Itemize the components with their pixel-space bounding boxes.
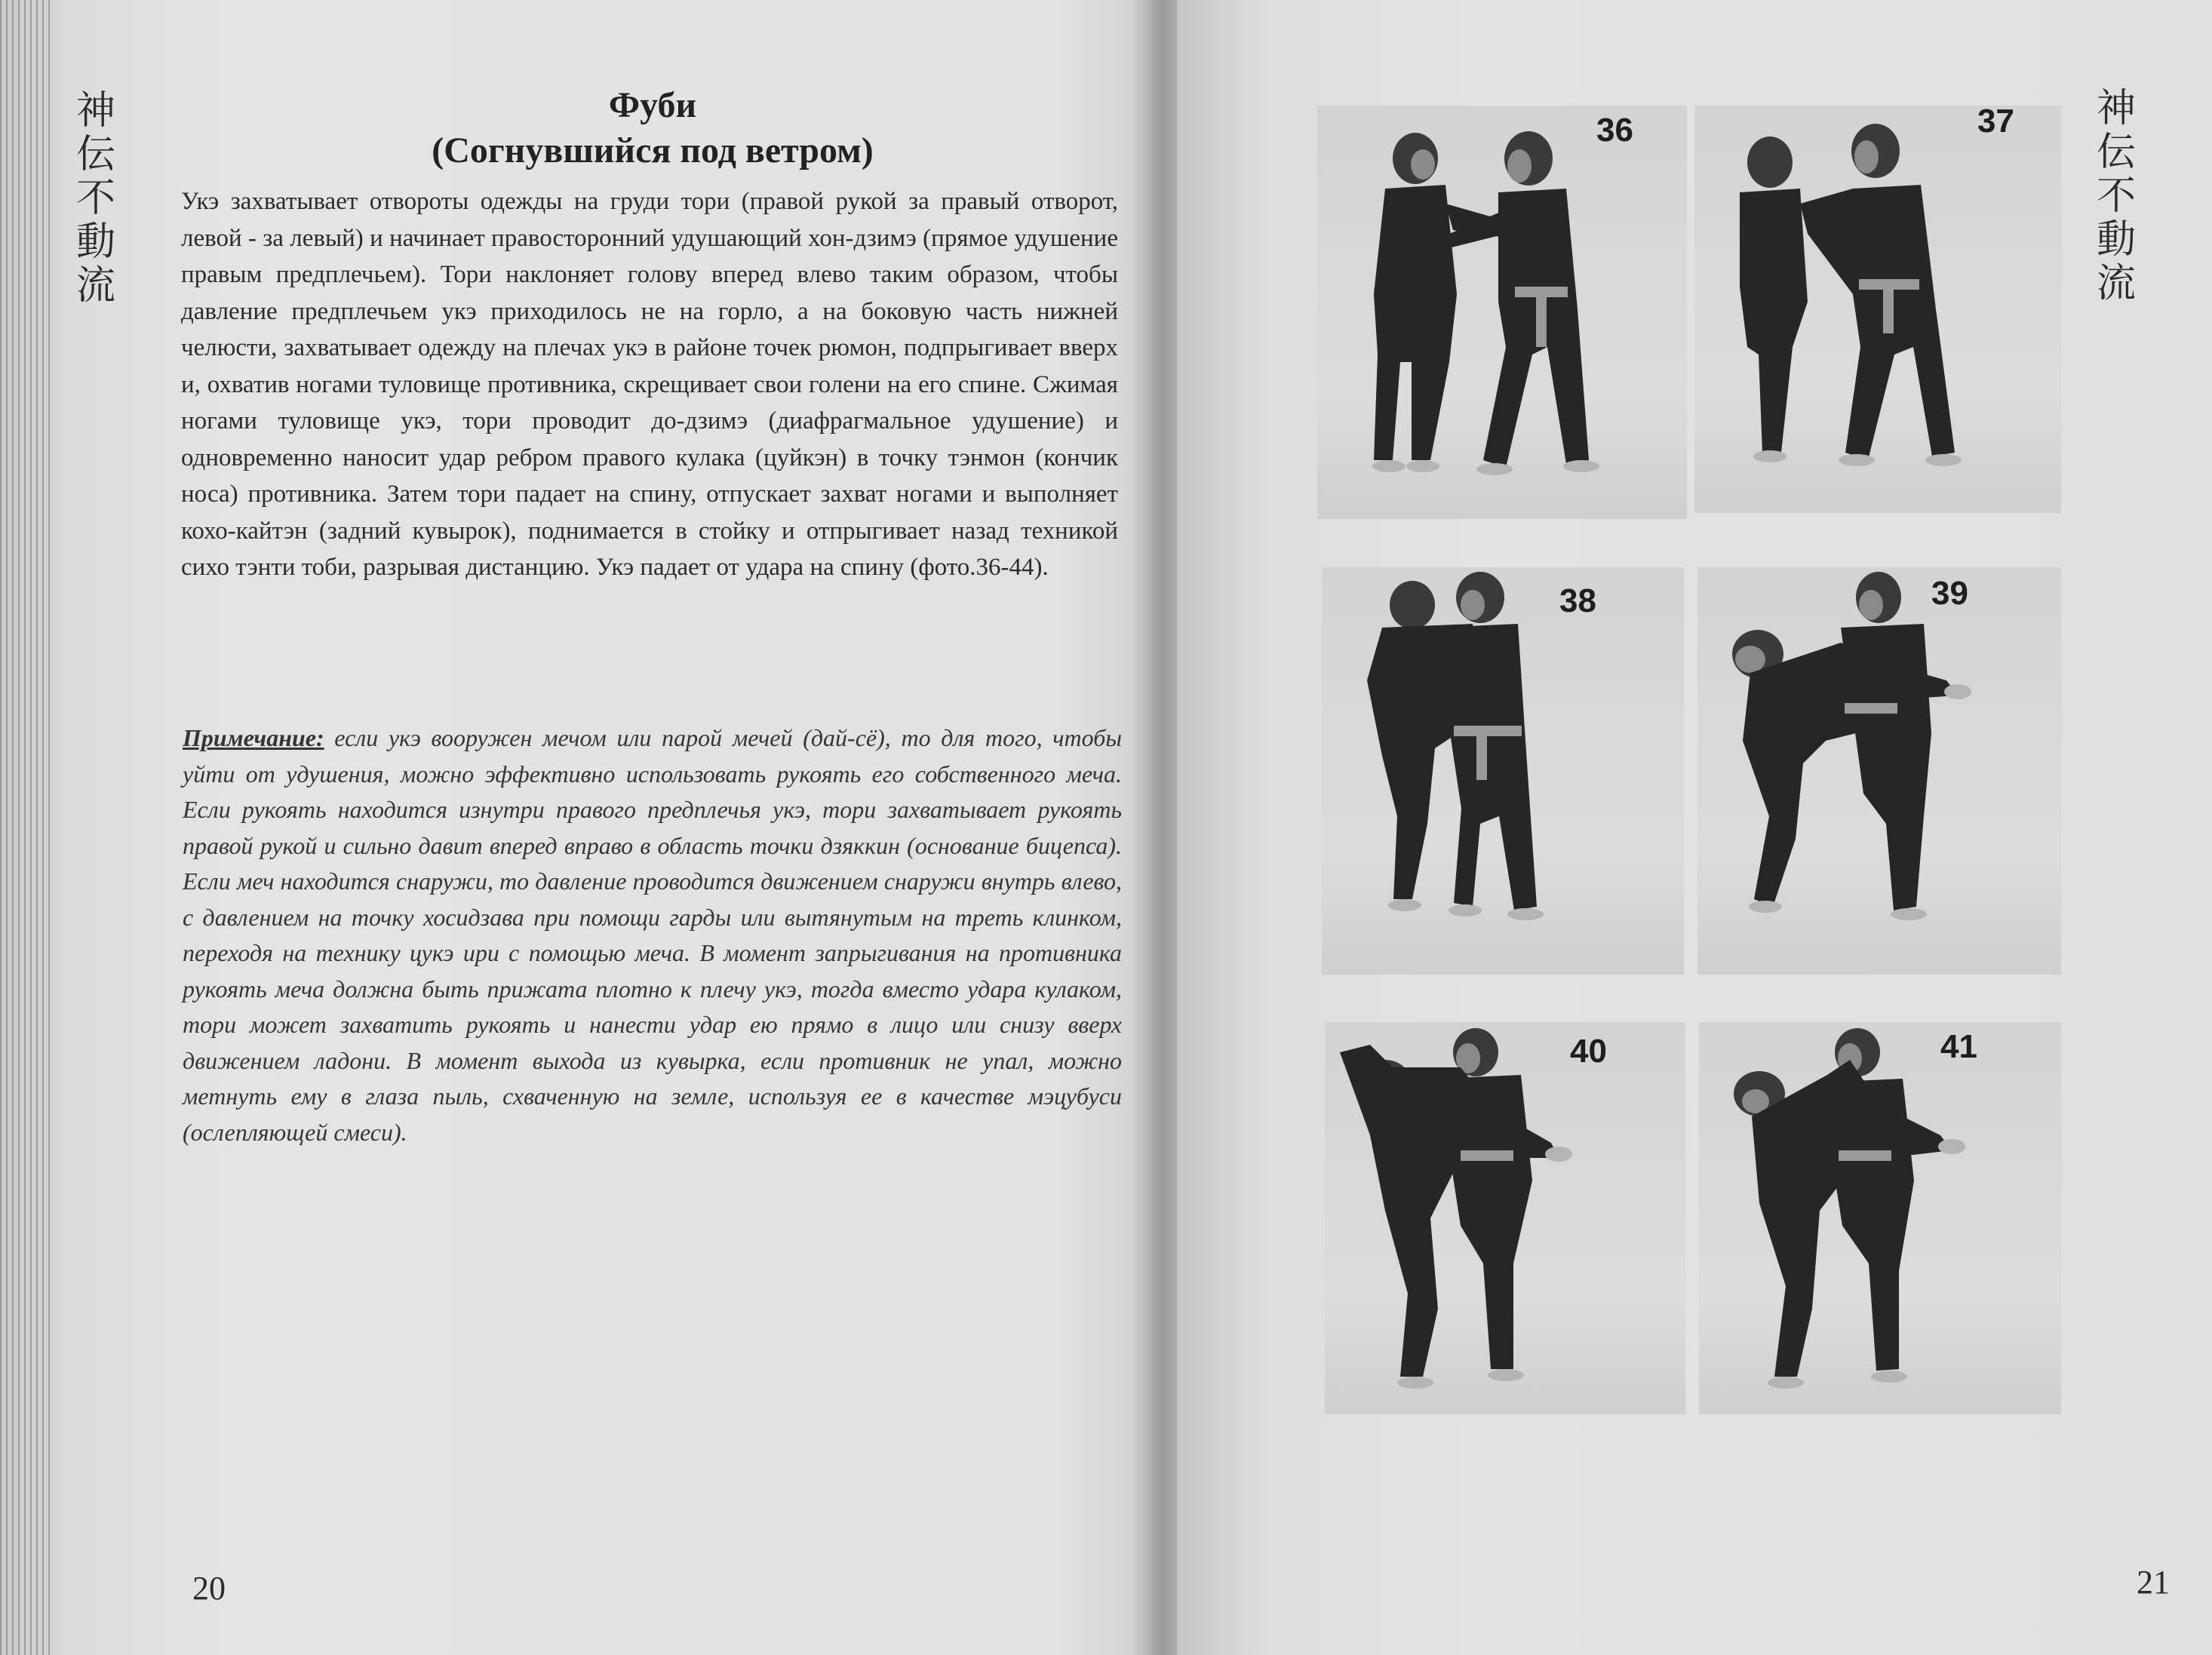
kanji-char: 流 [75,263,115,309]
photo-38 [1322,567,1684,975]
photo-40 [1325,1022,1685,1414]
photo-37-figures [1694,106,2061,513]
photo-number: 37 [1977,103,2014,140]
kanji-char: 動 [75,220,115,265]
photo-41-figures [1699,1022,2061,1414]
section-title: Фуби [608,85,697,125]
photo-number: 39 [1931,575,1968,612]
photo-36 [1317,106,1687,519]
kanji-char: 伝 [75,132,115,177]
kanji-column-left [69,89,122,308]
kanji-char: 神 [2096,86,2136,131]
photo-number: 41 [1940,1028,1977,1065]
note-paragraph [183,720,1122,1150]
photo-38-figures [1322,567,1684,975]
right-page [1177,0,2212,1655]
photo-40-figures [1325,1022,1685,1414]
section-subtitle: (Согнувшийся под ветром) [432,130,874,170]
photo-number: 40 [1570,1033,1607,1070]
photo-39-figures [1697,567,2061,975]
page-number-left: 20 [192,1570,226,1607]
page-number-right: 21 [2137,1564,2170,1601]
photo-39 [1697,567,2061,975]
kanji-char: 不 [75,176,115,221]
kanji-char: 不 [2096,173,2136,219]
note-body: если укэ вооружен мечом или парой мечей (дай-сё), то для того, чтобы уйти от удушения, можно эффективно использовать рукоять его собственного меча. Если рукоять находится изнутри правого предплечья укэ, тори захватывает рукоять правой рукой и сильно давит вперед вправо в область точки дзяккин (основание бицепса). Если меч находится снаружи, то давление проводится движением снаружи внутрь влево, с давлением на точку хосидзава при помощи гарды или вытянутым на треть клинком, переходя на технику цукэ ири с помощью меча. В момент запрыгивания на противника рукоять меча должна быть прижата плотно к плечу укэ, тогда вместо удара кулаком, тори может захватить рукоять и нанести удар ею прямо в лицо или снизу вверх движением ладони. В момент выхода из кувырка, если противник не упал, можно метнуть ему в глаза пыль, схваченную на земле, используя ее в качестве мэцубуси (ослепляющей смеси). [183,724,1122,1146]
kanji-char: 流 [2096,261,2136,306]
note-label: Примечание: [183,724,324,751]
photo-37 [1694,103,2061,513]
body-paragraph: Укэ захватывает отвороты одежды на груди тори (правой рукой за правый отворот, левой - за левый) и начинает правосторонний удушающий хон-дзимэ (прямое удушение правым предплечьем). Тори наклоняет голову вперед влево таким образом, чтобы давление предплечьем укэ приходилось не на горло, а на боковую часть нижней челюсти, захватывает одежду на плечах укэ в районе точек рюмон, подпрыгивает вверх и, охватив ногами туловище противника, скрещивает свои голени на его спине. Сжимая ногами туловище укэ, тори проводит до-дзимэ (диафрагмальное удушение) и одновременно наносит удар ребром правого кулака (цуйкэн) в точку тэнмон (кончик носа) противника. Затем тори падает на спину, отпускает захват ногами и выполняет кохо-кайтэн (задний кувырок), поднимается в стойку и отпрыгивает назад техникой сихо тэнти тоби, разрывая дистанцию. Укэ падает от удара на спину (фото.36-44). [181,188,1118,581]
kanji-char: 神 [75,88,115,134]
kanji-char: 動 [2096,217,2136,263]
photo-36-figures [1317,106,1687,519]
photo-41 [1699,1022,2061,1414]
kanji-column-right [2090,87,2143,306]
page-edge-stack [0,0,53,1655]
photo-number: 38 [1559,582,1596,619]
kanji-char: 伝 [2096,130,2136,175]
photo-number: 36 [1596,112,1633,149]
